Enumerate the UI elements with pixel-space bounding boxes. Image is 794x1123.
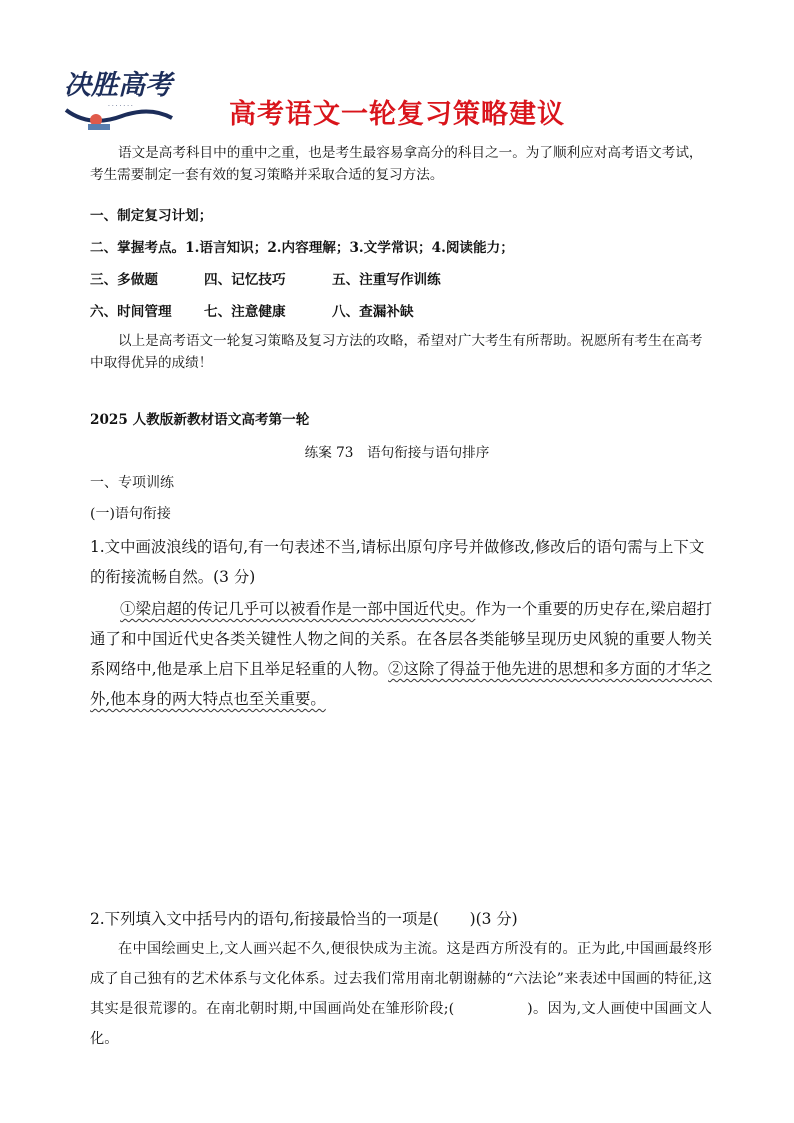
svg-text:· · · · · · ·: · · · · · · · bbox=[108, 103, 133, 110]
subsection-heading: (一)语句衔接 bbox=[90, 506, 171, 522]
question-1-passage bbox=[90, 594, 712, 714]
question-2-stem: 2.下列填入文中括号内的语句,衔接最恰当的一项是( )(3 分) bbox=[90, 910, 518, 928]
strategy-line-2: 二、掌握考点。1.语言知识；2.内容理解；3.文学常识；4.阅读能力； bbox=[90, 240, 514, 256]
strategy-row-4 bbox=[90, 302, 414, 322]
page-title: 高考语文一轮复习策略建议 bbox=[229, 99, 565, 130]
strategy-item: 六、时间管理 bbox=[90, 304, 172, 320]
exercise-title: 练案 73 语句衔接与语句排序 bbox=[304, 445, 490, 461]
wavy-sentence-2: ②这除了得益于他先进的思想和多方面的才华之外,他本身的两大特点也至关重要。 bbox=[90, 660, 712, 708]
passage-middle: 作为一个重要的历史存在,梁启超打通了和中国近代史各类关键性人物之间的关系。在各层各类能够呈现历史风貌的重要人物关系网络中,他是承上启下且举足轻重的人物。 bbox=[90, 600, 712, 678]
logo-text: 决胜高考 bbox=[64, 70, 172, 101]
question-2-passage: 在中国绘画史上,文人画兴起不久,便很快成为主流。这是西方所没有的。正为此,中国画最终形成了自己独有的艺术体系与文化体系。过去我们常用南北朝谢赫的“六法论”来表述中国画的特征,这其实是很荒谬的。在南北朝时期,中国画尚处在雏形阶段;( )。因为,文人画使中国画文人化。 bbox=[90, 941, 712, 1047]
section-heading: 一、专项训练 bbox=[90, 475, 174, 491]
strategy-item: 四、记忆技巧 bbox=[204, 272, 286, 288]
strategy-item: 三、多做题 bbox=[90, 272, 158, 288]
strategy-item: 八、查漏补缺 bbox=[332, 304, 414, 320]
strategy-line-1: 一、制定复习计划； bbox=[90, 208, 213, 224]
closing-paragraph: 以上是高考语文一轮复习策略及复习方法的攻略，希望对广大考生有所帮助。祝愿所有考生在高考中取得优异的成绩！ bbox=[90, 333, 703, 371]
strategy-item: 五、注重写作训练 bbox=[332, 272, 441, 288]
question-1-stem: 1.文中画波浪线的语句,有一句表述不当,请标出原句序号并做修改,修改后的语句需与上下文的衔接流畅自然。(3 分) bbox=[90, 538, 705, 586]
intro-paragraph: 语文是高考科目中的重中之重，也是考生最容易拿高分的科目之一。为了顺利应对高考语文考试，考生需要制定一套有效的复习策略并采取合适的复习方法。 bbox=[90, 145, 703, 183]
strategy-item: 七、注意健康 bbox=[204, 304, 286, 320]
strategy-row-3 bbox=[90, 270, 441, 290]
wavy-sentence-1: ①梁启超的传记几乎可以被看作是一部中国近代史。 bbox=[120, 600, 476, 618]
book-title: 2025 人教版新教材语文高考第一轮 bbox=[90, 412, 310, 428]
